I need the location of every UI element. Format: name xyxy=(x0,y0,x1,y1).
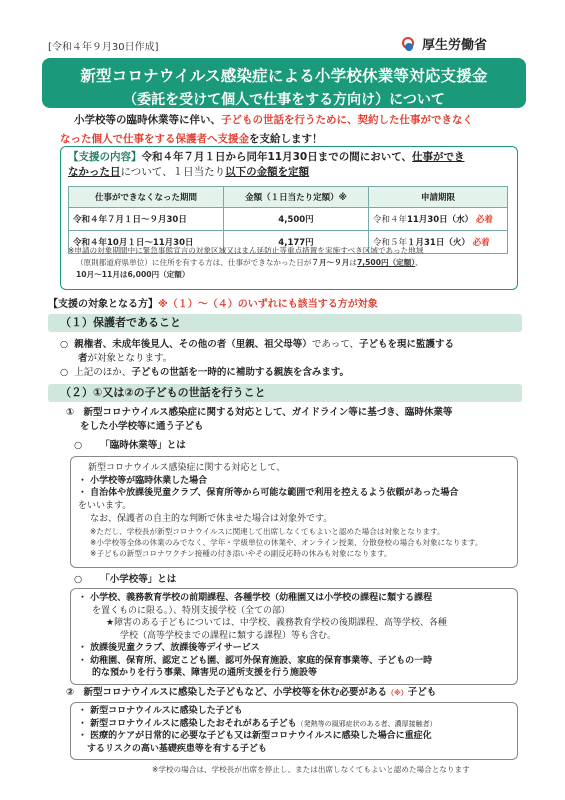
lead-part2: 子どもの世話を行うために、契約した仕事ができなく xyxy=(221,114,473,126)
shougakkou-content xyxy=(78,592,514,680)
rinji-line: をいいます。 xyxy=(78,500,132,511)
creation-date: [令和４年９月30日作成] xyxy=(48,42,159,53)
row-must: 必着 xyxy=(472,238,490,248)
s1-b1e: が対象となります。 xyxy=(87,353,173,364)
item1-text xyxy=(66,406,522,434)
support-heading xyxy=(68,150,513,180)
shougakkou-line: ・ 幼稚園、保育所、認定こども園、認可外保育施設、家庭的保育事業等、子どもの一時 xyxy=(78,655,433,666)
item2-a: ② 新型コロナウイルスに感染した子どもなど、小学校等を休む必要がある xyxy=(66,687,387,698)
payment-table xyxy=(68,186,508,254)
row-amount: 4,500円 xyxy=(224,208,369,231)
item1-line2: をした小学校等に通う子ども xyxy=(80,421,204,432)
shougakkou-line: 学校（高等学校までの課程に類する課程）等も含む。 xyxy=(120,630,337,641)
s1-b2a: 上記のほか、 xyxy=(74,367,132,378)
item2-content xyxy=(78,705,514,755)
note-line1: ※申請の対象期間中に緊急事態宣言の対象区域又はまん延防止等重点措置を実施すべき区域であった地域 xyxy=(68,246,424,255)
ministry-mark-icon xyxy=(400,36,416,52)
support-line2c: 以下の金額を定額 xyxy=(225,166,310,178)
note-line2e: 、 xyxy=(415,258,423,267)
note-line2b: ７月～９月 xyxy=(311,258,350,267)
header-deadline: 申請期限 xyxy=(369,187,508,208)
rinji-heading: ○ 「臨時休業等」とは xyxy=(74,440,186,451)
target-condition: ※（１）～（４）のいずれにも該当する方が対象 xyxy=(158,299,378,310)
title-line2: （委託を受けて個人で仕事をする方向け）について xyxy=(123,92,445,108)
shougakkou-line: ・ 小学校、義務教育学校の前期課程、各種学校（幼稚園又は小学校の課程に類する課程 xyxy=(78,593,433,603)
support-line1b: 仕事ができ xyxy=(412,151,465,163)
header-period: 仕事ができなくなった期間 xyxy=(69,187,224,208)
lead-part4: を支給します！ xyxy=(249,133,323,145)
section-1-title: （１）保護者であること xyxy=(48,314,522,332)
s1-b1b: であって、 xyxy=(311,339,360,350)
lead-text xyxy=(60,111,522,149)
rinji-line: なお、保護者の自主的な判断で休ませた場合は対象外です。 xyxy=(90,514,333,524)
shougakkou-line: ・ 放課後児童クラブ、放課後等デイサービス xyxy=(78,643,260,653)
support-label: 【支援の内容】 xyxy=(68,151,142,163)
rinji-line: ・ 自治体や放課後児童クラブ、保育所等から可能な範囲で利用を控えるよう依頼があった場合 xyxy=(78,488,459,498)
rinji-title: 「臨時休業等」とは xyxy=(100,440,186,451)
item2-line: するリスクの高い基礎疾患等を有する子ども xyxy=(78,743,267,754)
shougakkou-line: ★障害のある子どもについては、中学校、義務教育学校の後期課程、高等学校、各種 xyxy=(106,618,447,628)
table-header-row xyxy=(69,187,508,208)
lead-part3: なった個人で仕事をする保護者へ支援金 xyxy=(60,133,249,145)
table-row xyxy=(69,208,508,231)
section-2-title: （２）①又は②の子どもの世話を行うこと xyxy=(48,384,522,402)
s1-b1c: 子どもを現に監護する xyxy=(359,339,455,350)
item2-line: ・ 医療的ケアが日常的に必要な子ども又は新型コロナウイルスに感染した場合に重症化 xyxy=(78,731,432,741)
ministry-logo xyxy=(400,34,487,53)
support-line2a: なかった日 xyxy=(68,166,121,178)
item2-line: ・ 新型コロナウイルスに感染した子ども xyxy=(78,706,243,716)
s1-b1a: 親権者、未成年後見人、その他の者（里親、祖父母等） xyxy=(74,339,312,350)
support-line1a: 令和４年７月１日から同年11月30日までの間において、 xyxy=(141,151,413,163)
row-amount: 4,177円 xyxy=(224,231,369,254)
note-line3: 10月～11月は6,000円（定額） xyxy=(76,270,190,279)
s1-b1d: 者 xyxy=(78,353,88,364)
target-heading xyxy=(48,295,378,310)
note-line2a: （原則都道府県単位）に住所を有する方は、仕事ができなかった日が xyxy=(76,258,312,267)
item2-c: 子ども xyxy=(407,687,437,698)
rinji-line: ・ 小学校等が臨時休業した場合 xyxy=(78,475,208,486)
row-deadline-date: １月31日（火） xyxy=(407,238,470,248)
support-line2b: について、１日当たり xyxy=(120,166,226,178)
item2-line: ・ 新型コロナウイルスに感染したおそれがある子ども xyxy=(78,718,297,729)
item2-b: （※） xyxy=(386,689,408,697)
shougakkou-line: 的な預かりを行う事業、障害児の通所支援を行う施設等 xyxy=(92,668,318,678)
section-1-body: ○ 親権者、未成年後見人、その他の者（里親、祖父母等）であって、子どもを現に監護する 者が対象となります。 ○ 上記のほか、子どもの世話を一時的に補助する親族を含みます。 xyxy=(60,339,455,378)
lead-part1: 小学校等の臨時休業等に伴い、 xyxy=(74,114,221,126)
target-label: 【支援の対象となる方】 xyxy=(48,299,158,310)
row-must: 必着 xyxy=(475,215,493,225)
row-period: 令和４年10月１日～11月30日 xyxy=(69,231,224,254)
row-deadline-year: 令和４年 xyxy=(373,215,408,225)
footnote: ※学校の場合は、学校長が出席を停止し、または出席しなくてもよいと認めた場合となります xyxy=(152,765,470,774)
row-deadline-date: 11月30日（水） xyxy=(407,215,474,225)
rinji-line: ※小学校等全体の休業のみでなく、学年・学級単位の休業や、オンライン授業、分散登校の場合も対象になります。 xyxy=(90,538,483,547)
rinji-content xyxy=(78,462,514,559)
note-line2d: 7,500円（定額） xyxy=(356,258,416,267)
title-banner xyxy=(42,58,526,108)
item2-line-note: （発熱等の風邪症状のある者、濃厚接触者） xyxy=(296,719,437,728)
rinji-line: 新型コロナウイルス感染症に関する対応として、 xyxy=(88,463,286,473)
s1-b2b: 子どもの世話を一時的に補助する親族を含みます。 xyxy=(131,367,350,378)
title-line1: 新型コロナウイルス感染症による小学校休業等対応支援金 xyxy=(80,67,488,85)
item1-line1: ① 新型コロナウイルス感染症に関する対応として、ガイドライン等に基づき、臨時休業等 xyxy=(66,407,453,418)
shougakkou-line: を置くものに限る。）、特別支援学校（全ての部） xyxy=(92,605,291,616)
item2-heading xyxy=(66,686,522,700)
note-line2c: は xyxy=(349,258,357,267)
rinji-line: ※子どもの新型コロナワクチン接種の付き添いやその副反応時の休みも対象になります。 xyxy=(90,549,392,558)
row-deadline-year: 令和５年 xyxy=(373,238,408,248)
header-amount: 金額（１日当たり定額）※ xyxy=(224,187,369,208)
ministry-name: 厚生労働省 xyxy=(422,38,488,53)
support-note xyxy=(68,245,512,281)
rinji-line: ※ただし、学校長が新型コロナウイルスに関連して出席しなくてもよいと認めた場合は対象となります。 xyxy=(90,527,445,536)
shougakkou-title: 「小学校等」とは xyxy=(100,574,177,585)
shougakkou-heading: ○ 「小学校等」とは xyxy=(74,574,177,585)
row-period: 令和４年７月１日～９月30日 xyxy=(69,208,224,231)
